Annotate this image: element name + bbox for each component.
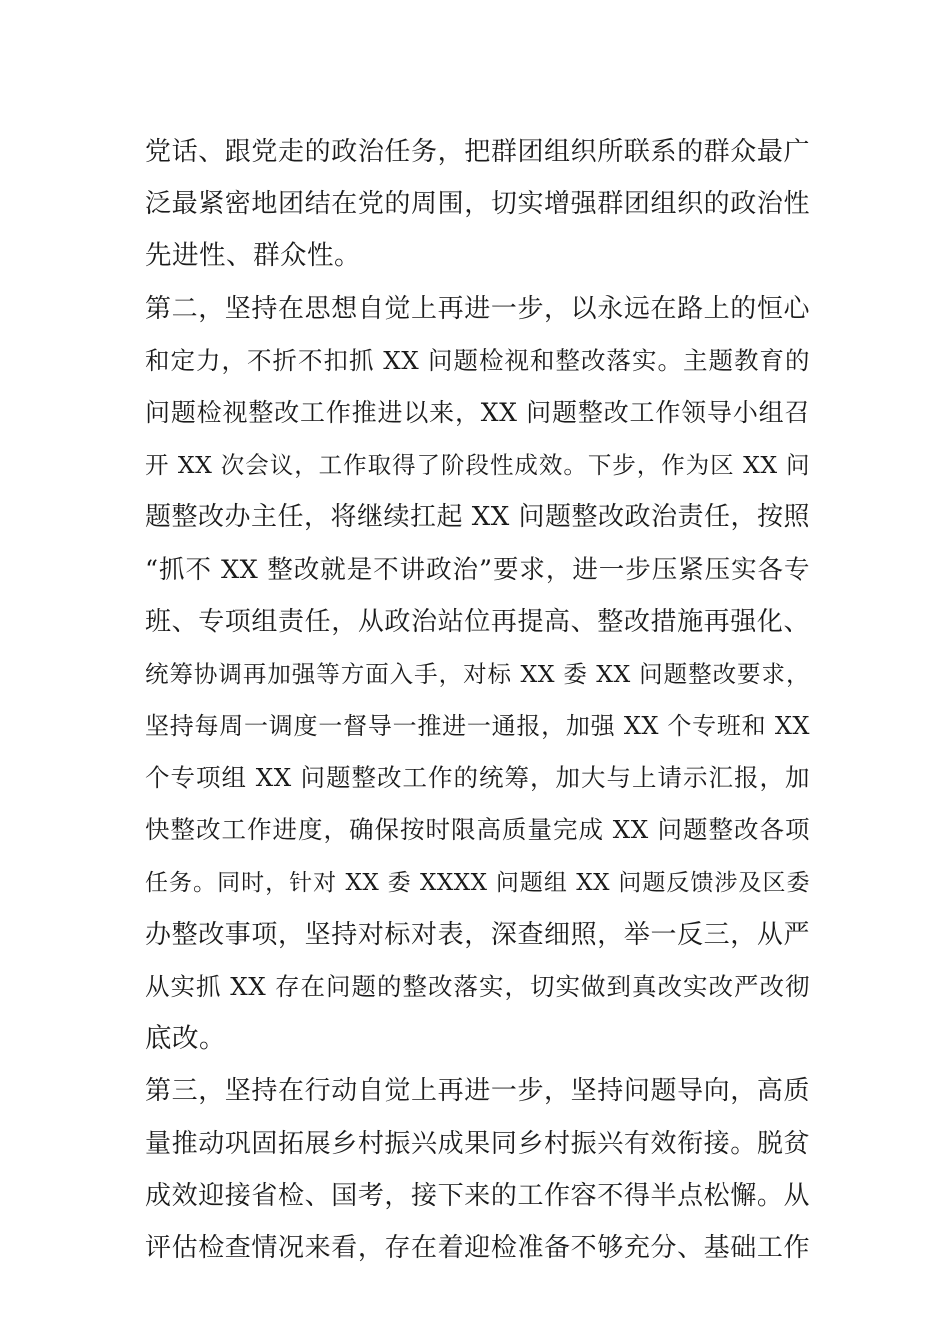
text-line: 快整改工作进度，确保按时限高质量完成 XX 问题整改各项	[145, 815, 810, 845]
text-line: 底改。	[145, 1023, 226, 1055]
text-line: 问题检视整改工作推进以来，XX 问题整改工作领导小组召	[145, 397, 810, 427]
text-line: 个专项组 XX 问题整改工作的统筹，加大与上请示汇报，加	[145, 763, 810, 793]
text-line: 统筹协调再加强等方面入手，对标 XX 委 XX 问题整改要求，	[145, 659, 810, 688]
text-line: 成效迎接省检、国考，接下来的工作容不得半点松懈。从	[145, 1180, 810, 1211]
text-line: 第二，坚持在思想自觉上再进一步，以永远在路上的恒心	[145, 293, 810, 324]
text-line: 党话、跟党走的政治任务，把群团组织所联系的群众最广	[145, 137, 810, 167]
document-body	[145, 126, 810, 1274]
text-line: 第三，坚持在行动自觉上再进一步，坚持问题导向，高质	[145, 1076, 810, 1107]
text-line: 泛最紧密地团结在党的周围，切实增强群团组织的政治性	[145, 189, 810, 220]
text-line: 从实抓 XX 存在问题的整改落实，切实做到真改实改严改彻	[145, 972, 810, 1001]
text-line: 先进性、群众性。	[145, 240, 361, 272]
text-line: 办整改事项，坚持对标对表，深查细照，举一反三，从严	[145, 919, 810, 950]
text-line: 坚持每周一调度一督导一推进一通报，加强 XX 个专班和 XX	[145, 712, 810, 741]
text-line: 任务。同时，针对 XX 委 XXXX 问题组 XX 问题反馈涉及区委	[145, 869, 810, 896]
text-line: 评估检查情况来看，存在着迎检准备不够充分、基础工作	[145, 1232, 810, 1263]
text-line: 班、专项组责任，从政治站位再提高、整改措施再强化、	[145, 606, 810, 637]
text-line: 和定力，不折不扣抓 XX 问题检视和整改落实。主题教育的	[145, 345, 810, 375]
text-line: “抓不 XX 整改就是不讲政治”要求，进一步压紧压实各专	[145, 554, 810, 585]
text-line: 开 XX 次会议，工作取得了阶段性成效。下步，作为区 XX 问	[145, 451, 810, 480]
text-line: 量推动巩固拓展乡村振兴成果同乡村振兴有效衔接。脱贫	[145, 1128, 810, 1159]
text-line: 题整改办主任，将继续扛起 XX 问题整改政治责任，按照	[145, 502, 811, 533]
